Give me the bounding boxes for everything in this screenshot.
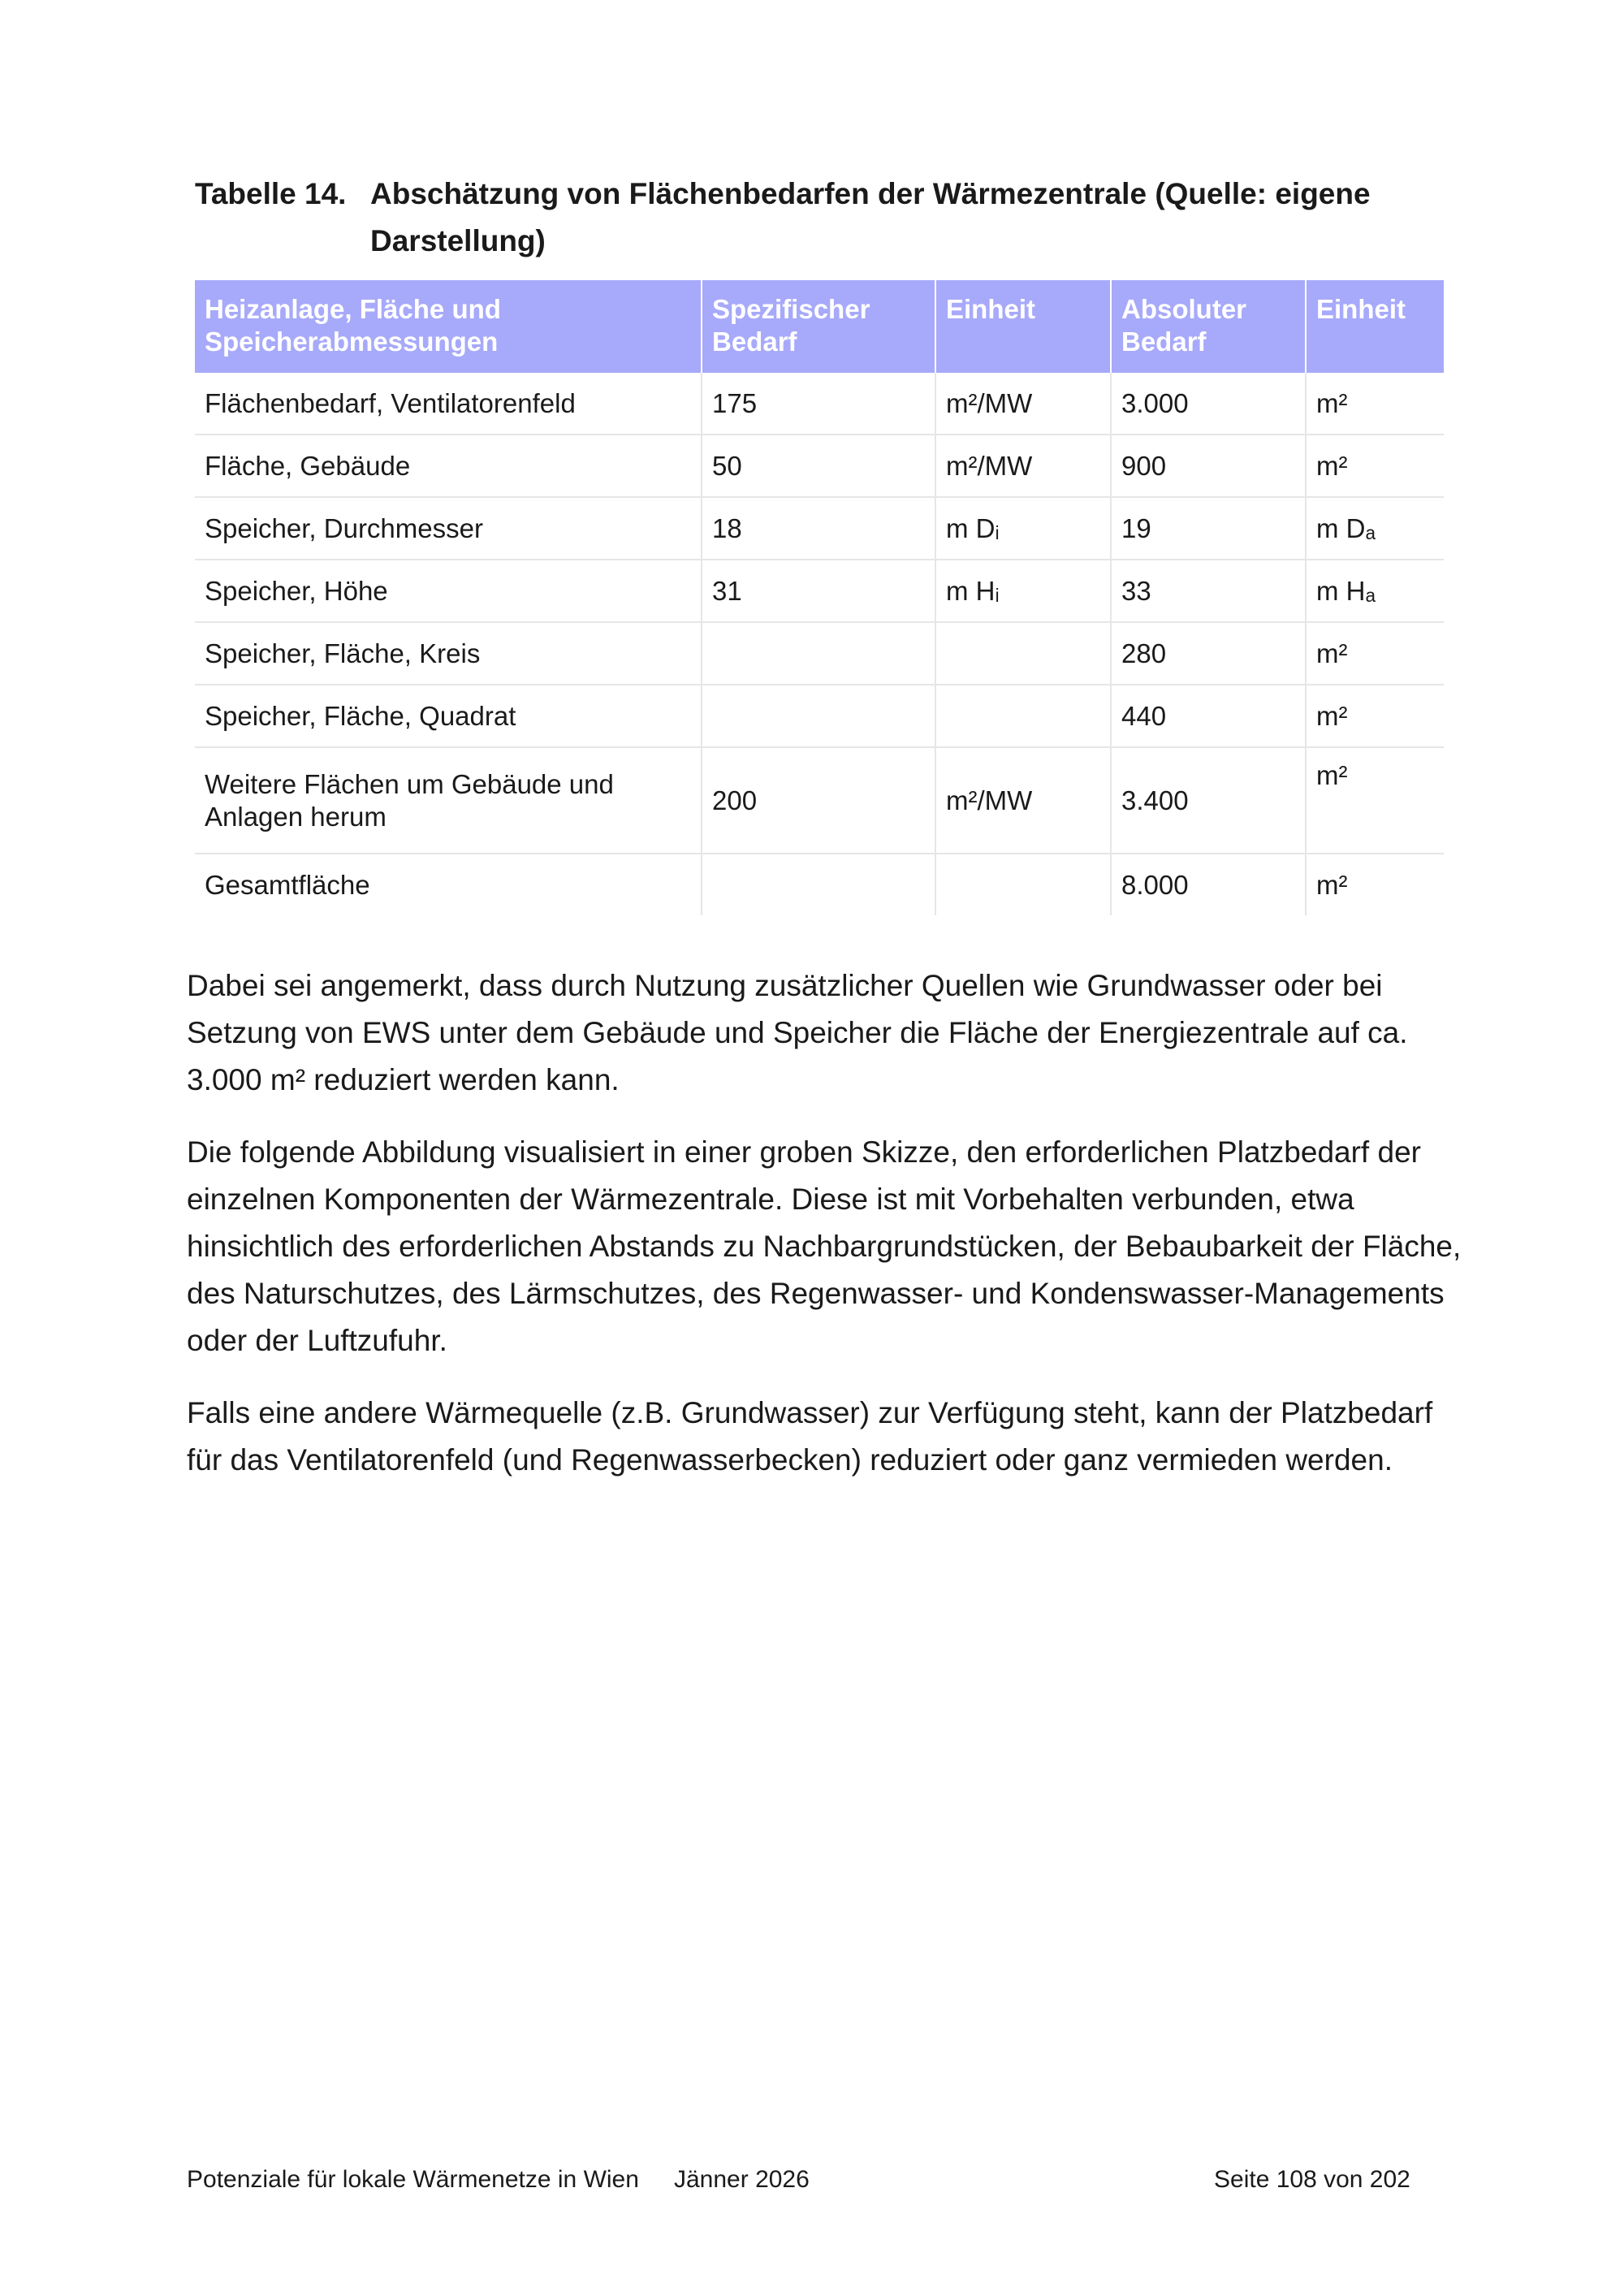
header-absoluter-bedarf: Absoluter Bedarf xyxy=(1111,280,1306,373)
table-header-row xyxy=(195,280,1444,373)
table-cell: Flächenbedarf, Ventilatorenfeld xyxy=(205,387,576,418)
table-cell: 19 xyxy=(1111,497,1306,560)
table-cell: Weitere Flächen um Gebäude und Anlagen herum xyxy=(195,747,702,854)
table-cell: Fläche, Gebäude xyxy=(195,435,702,497)
table-cell: Gesamtfläche xyxy=(195,854,702,915)
table-cell: 3.000 xyxy=(1111,373,1306,435)
table-cell: m² xyxy=(1306,854,1444,915)
table-cell: 3.400 xyxy=(1111,747,1306,854)
header-spezifischer-bedarf: Spezifischer Bedarf xyxy=(702,280,935,373)
table-cell xyxy=(935,622,1111,685)
header-einheit-absolut: Einheit xyxy=(1306,280,1444,373)
table-cell: 900 xyxy=(1111,435,1306,497)
table-cell: 280 xyxy=(1111,622,1306,685)
table-row xyxy=(195,747,1444,854)
table-cell: 200 xyxy=(702,747,935,854)
table-cell: Speicher, Fläche, Kreis xyxy=(195,622,702,685)
table-cell: 50 xyxy=(702,435,935,497)
table-cell: m Hᵢ xyxy=(935,560,1111,622)
table-cell xyxy=(935,854,1111,915)
table-cell: Speicher, Fläche, Quadrat xyxy=(195,685,702,747)
table-row xyxy=(195,685,1444,747)
table-cell: 31 xyxy=(702,560,935,622)
footer-page-number: Seite 108 von 202 xyxy=(1214,2166,1410,2193)
footer-title: Potenziale für lokale Wärmenetze in Wien xyxy=(187,2166,639,2193)
table-cell: m² xyxy=(1306,685,1444,747)
table-row xyxy=(195,497,1444,560)
table-caption-number: Tabelle 14. xyxy=(195,177,347,210)
table-row xyxy=(195,560,1444,622)
table-row xyxy=(195,854,1444,915)
table-cell xyxy=(935,685,1111,747)
table-cell: Speicher, Höhe xyxy=(195,560,702,622)
table-row xyxy=(195,435,1444,497)
body-text xyxy=(187,962,1462,1509)
table-cell: m² xyxy=(1306,622,1444,685)
table-caption-title: Abschätzung von Flächenbedarfen der Wärmezentrale (Quelle: eigene Darstellung) xyxy=(370,177,1371,257)
area-requirements-table xyxy=(195,280,1444,915)
table-row xyxy=(195,373,1444,435)
table-cell: m² xyxy=(1306,373,1444,435)
table-cell: m Dᵢ xyxy=(935,497,1111,560)
table-cell: m² xyxy=(1306,747,1444,854)
table-cell: 175 xyxy=(702,373,935,435)
table-cell: m²/MW xyxy=(935,435,1111,497)
table-cell: m² xyxy=(1306,435,1444,497)
paragraph: Falls eine andere Wärmequelle (z.B. Grundwasser) zur Verfügung steht, kann der Platzbedarf für das Ventilatorenfeld (und Regenwasserbecken) reduziert oder ganz vermieden werden. xyxy=(187,1396,1433,1477)
table-row xyxy=(195,622,1444,685)
table-cell: 18 xyxy=(702,497,935,560)
paragraph: Die folgende Abbildung visualisiert in einer groben Skizze, den erforderlichen Platzbedarf der einzelnen Komponenten der Wärmezentrale. Diese ist mit Vorbehalten verbunden, etwa hinsichtlich des erforderlichen Abstands zu Nachbargrundstücken, der Bebaubarkeit der Fläche, des Naturschutzes, des Lärmschutzes, des Regenwasser- und Kondenswasser-Managements oder der Luftzufuhr. xyxy=(187,1135,1462,1357)
table-cell: m Hₐ xyxy=(1306,560,1444,622)
table-cell: m²/MW xyxy=(935,747,1111,854)
table-cell: Speicher, Durchmesser xyxy=(195,497,702,560)
table-cell: 33 xyxy=(1111,560,1306,622)
table-cell xyxy=(702,854,935,915)
table-cell xyxy=(702,685,935,747)
footer-date: Jänner 2026 xyxy=(674,2166,810,2193)
table-cell: m Dₐ xyxy=(1306,497,1444,560)
table-cell: 440 xyxy=(1111,685,1306,747)
table-cell xyxy=(702,622,935,685)
table-cell: m²/MW xyxy=(935,373,1111,435)
table-cell: 8.000 xyxy=(1111,854,1306,915)
header-heizanlage: Heizanlage, Fläche und Speicherabmessungen xyxy=(195,280,702,373)
header-einheit-spezifisch: Einheit xyxy=(935,280,1111,373)
paragraph: Dabei sei angemerkt, dass durch Nutzung zusätzlicher Quellen wie Grundwasser oder bei Setzung von EWS unter dem Gebäude und Speicher die Fläche der Energiezentrale auf ca. 3.000 m² reduziert werden kann. xyxy=(187,969,1408,1096)
